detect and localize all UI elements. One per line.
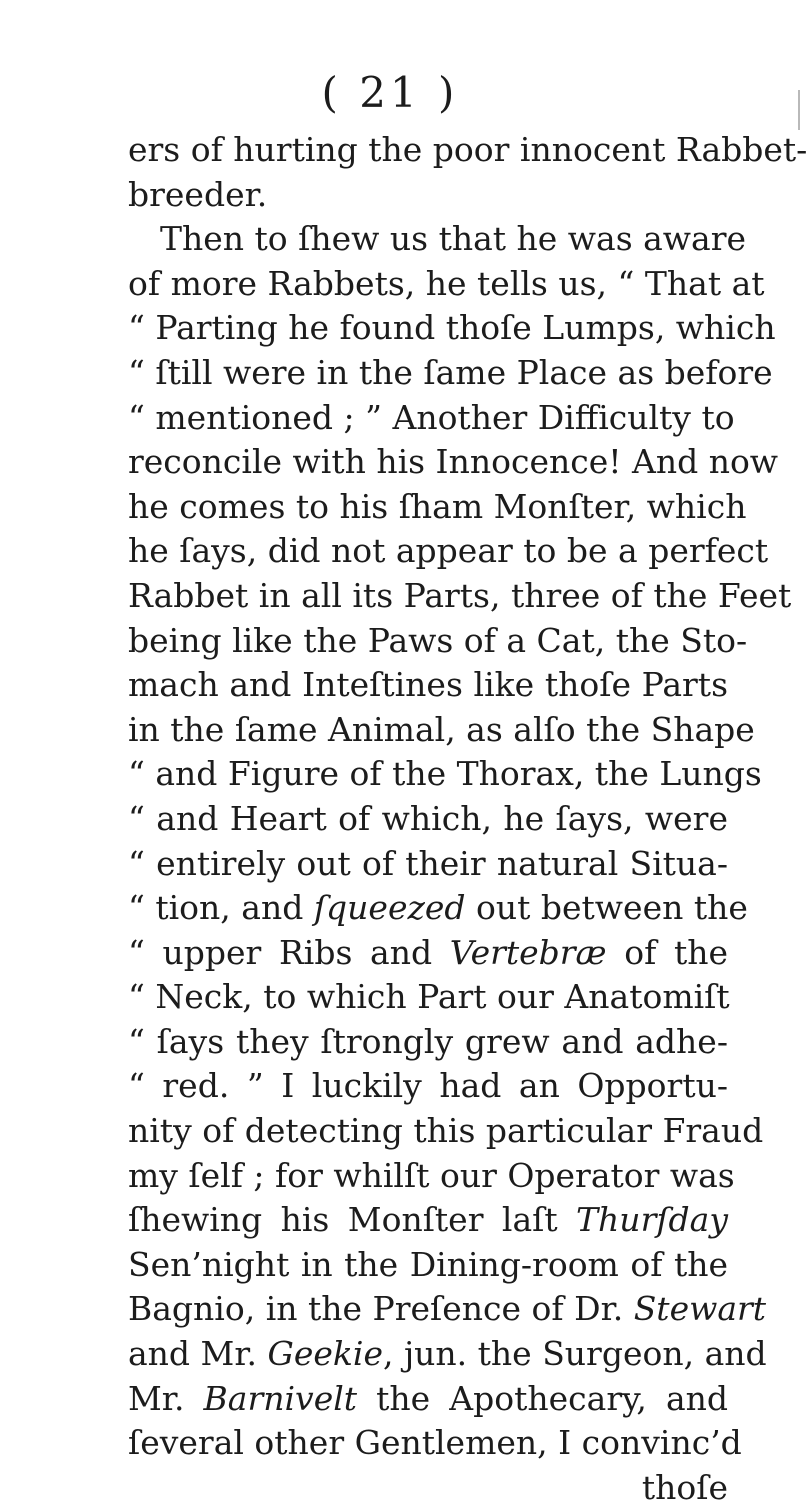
text-line: my ſelf ; for whilſt our Operator was <box>128 1155 735 1195</box>
text-line: “ and Figure of the Thorax, the Lungs <box>128 754 762 794</box>
italic-word: Vertebræ <box>449 932 607 972</box>
italic-word: Stewart <box>633 1289 767 1329</box>
text-line: “ Neck, to which Part our Anatomiſt <box>128 977 730 1017</box>
text-line: “ tion, and ſqueezed out between the <box>128 888 748 928</box>
italic-word: Geekie <box>267 1334 383 1374</box>
italic-word: Thurſday <box>576 1200 728 1240</box>
text-line: “ mentioned ; ” Another Difficulty to <box>128 397 735 437</box>
text-line: he comes to his ſham Monſter, which <box>128 486 747 526</box>
text-line: “ ſtill were in the ſame Place as before <box>128 352 773 392</box>
text-line: ſeveral other Gentlemen, I convinc’d <box>128 1423 742 1463</box>
text-line: breeder. <box>128 174 268 214</box>
text-line: he ſays, did not appear to be a perfect <box>128 531 769 571</box>
text-line: being like the Paws of a Cat, the Sto- <box>128 620 748 660</box>
text-line: “ Parting he found thoſe Lumps, which <box>128 308 776 348</box>
catchword: thoſe <box>641 1467 728 1507</box>
page-number: ( 21 ) <box>321 68 459 117</box>
text-line: reconcile with his Innocence! And now <box>128 442 779 482</box>
text-line: “ and Heart of which, he ſays, were <box>128 798 728 838</box>
text-line: “ upper Ribs and Vertebræ of the <box>128 932 729 972</box>
text-line: Bagnio, in the Preſence of Dr. Stewart <box>128 1289 767 1329</box>
text-line: mach and Inteſtines like thoſe Parts <box>128 665 728 705</box>
text-line: Rabbet in all its Parts, three of the Feet <box>128 575 792 615</box>
text-line: nity of detecting this particular Fraud <box>128 1111 764 1151</box>
text-line: “ entirely out of their natural Situa- <box>128 843 728 883</box>
text-line: and Mr. Geekie, jun. the Surgeon, and <box>128 1334 767 1374</box>
text-line: in the ſame Animal, as alſo the Shape <box>128 709 755 749</box>
text-line: Sen’night in the Dining-room of the <box>128 1244 728 1284</box>
page-edge-mark <box>798 90 800 130</box>
body-text <box>128 128 807 1510</box>
italic-word: ſqueezed <box>313 888 466 928</box>
text-line: Mr. Barnivelt the Apothecary, and <box>128 1378 729 1418</box>
text-line: ers of hurting the poor innocent Rabbet- <box>128 130 807 169</box>
text-line: of more Rabbets, he tells us, “ That at <box>128 263 765 303</box>
text-line: Then to ſhew us that he was aware <box>160 219 747 259</box>
text-line: “ ſays they ſtrongly grew and adhe- <box>128 1021 728 1061</box>
italic-word: Barnivelt <box>203 1378 358 1418</box>
text-line: ſhewing his Monſter laſt Thurſday <box>128 1200 728 1240</box>
text-line: “ red. ” I luckily had an Opportu- <box>128 1066 728 1106</box>
